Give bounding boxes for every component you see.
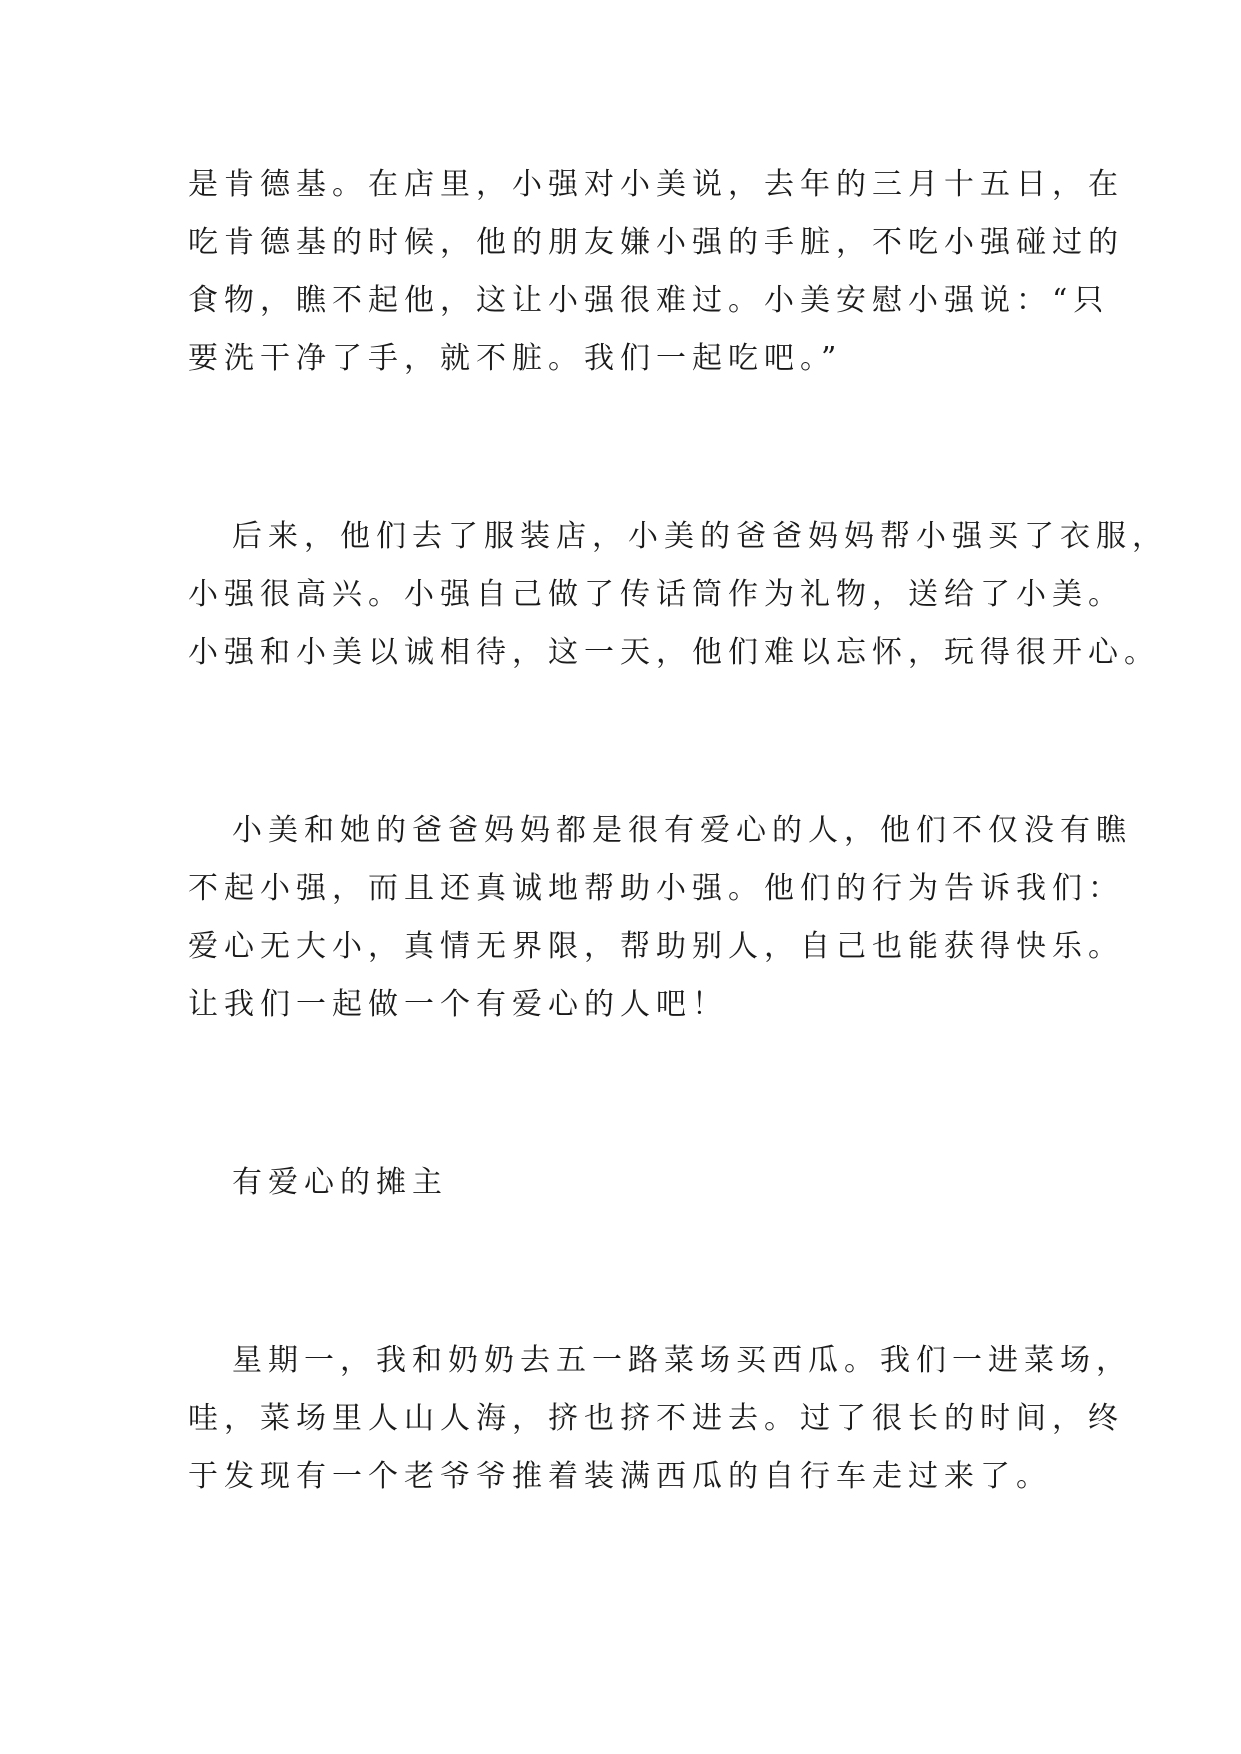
paragraph-2-line-3: 小强和小美以诚相待，这一天，他们难以忘怀，玩得很开心。	[188, 635, 1160, 670]
paragraph-1-line-2: 吃肯德基的时候，他的朋友嫌小强的手脏，不吃小强碰过的	[188, 225, 1124, 260]
paragraph-3-line-2: 不起小强，而且还真诚地帮助小强。他们的行为告诉我们：	[188, 871, 1124, 906]
paragraph-1-line-4: 要洗干净了手，就不脏。我们一起吃吧。”	[188, 341, 843, 376]
paragraph-1-line-1: 是肯德基。在店里，小强对小美说，去年的三月十五日，在	[188, 167, 1124, 202]
paragraph-4-line-3: 于发现有一个老爷爷推着装满西瓜的自行车走过来了。	[188, 1459, 1052, 1494]
section-heading: 有爱心的摊主	[232, 1165, 448, 1200]
paragraph-4-line-2: 哇，菜场里人山人海，挤也挤不进去。过了很长的时间，终	[188, 1401, 1124, 1436]
paragraph-2-line-1: 后来，他们去了服装店，小美的爸爸妈妈帮小强买了衣服，	[232, 519, 1168, 554]
paragraph-3-line-3: 爱心无大小，真情无界限，帮助别人，自己也能获得快乐。	[188, 929, 1124, 964]
paragraph-3-line-1: 小美和她的爸爸妈妈都是很有爱心的人，他们不仅没有瞧	[232, 813, 1132, 848]
paragraph-4-line-1: 星期一，我和奶奶去五一路菜场买西瓜。我们一进菜场，	[232, 1343, 1132, 1378]
paragraph-1-line-3: 食物，瞧不起他，这让小强很难过。小美安慰小强说：“只	[188, 283, 1110, 318]
paragraph-2-line-2: 小强很高兴。小强自己做了传话筒作为礼物，送给了小美。	[188, 577, 1124, 612]
paragraph-3-line-4: 让我们一起做一个有爱心的人吧！	[188, 987, 728, 1022]
